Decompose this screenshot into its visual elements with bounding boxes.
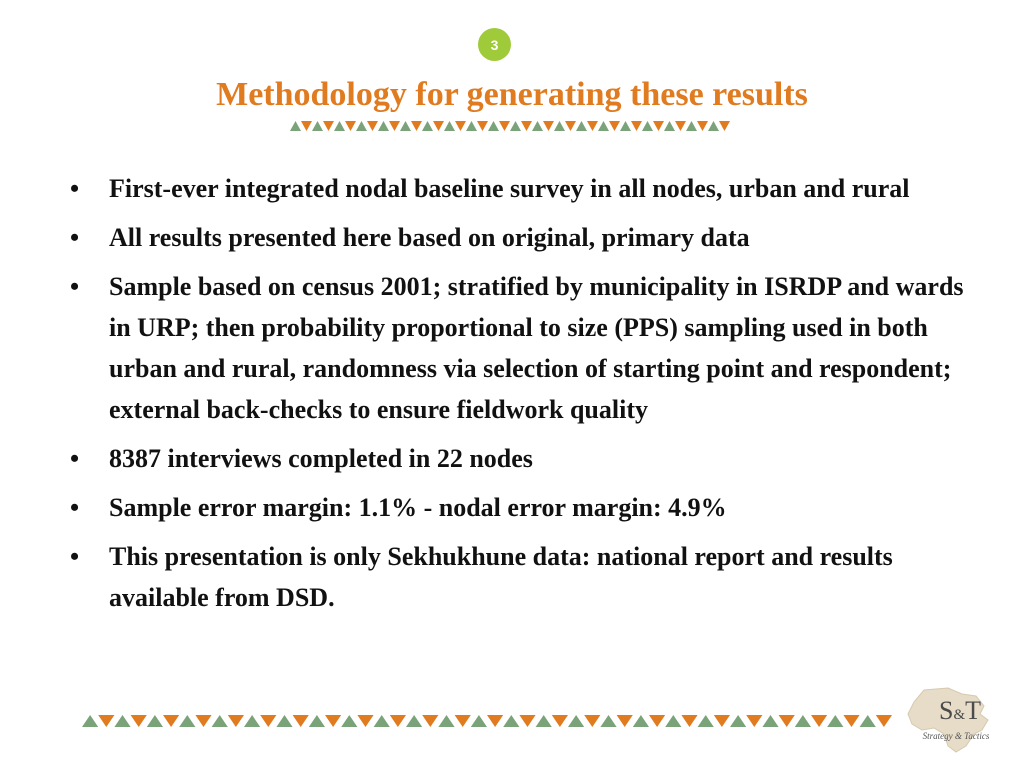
border-triangle — [642, 121, 653, 131]
border-triangle — [212, 715, 228, 727]
border-triangle — [276, 715, 292, 727]
border-triangle — [301, 121, 312, 131]
logo-letter-t: T — [965, 696, 982, 725]
border-triangle — [698, 715, 714, 727]
slide-number: 3 — [490, 36, 499, 53]
border-triangle — [552, 715, 568, 727]
border-triangle — [244, 715, 260, 727]
border-triangle — [390, 715, 406, 727]
border-triangle — [378, 121, 389, 131]
border-triangle — [477, 121, 488, 131]
border-triangle — [609, 121, 620, 131]
border-triangle — [730, 715, 746, 727]
border-triangle — [565, 121, 576, 131]
border-triangle — [228, 715, 244, 727]
border-triangle — [617, 715, 633, 727]
border-triangle — [633, 715, 649, 727]
border-triangle — [312, 121, 323, 131]
bullet-text: Sample based on census 2001; stratified by municipality in ISRDP and wards in URP; then probability proportional to size (PPS) sampling used in both urban and rural, randomness via selection of starting point and respondent; external back-checks to ensure fieldwork quality — [109, 272, 964, 424]
bullet-item — [68, 168, 968, 209]
border-triangle — [779, 715, 795, 727]
logo-wordmark — [920, 698, 1000, 728]
border-triangle — [795, 715, 811, 727]
border-triangle — [389, 121, 400, 131]
border-triangle — [631, 121, 642, 131]
logo-tagline: Strategy & Tactics — [922, 731, 990, 741]
border-triangle — [400, 121, 411, 131]
border-triangle — [290, 121, 301, 131]
border-triangle — [147, 715, 163, 727]
border-triangle — [811, 715, 827, 727]
border-triangle — [719, 121, 730, 131]
border-triangle — [600, 715, 616, 727]
border-triangle — [367, 121, 378, 131]
border-triangle — [746, 715, 762, 727]
border-triangle — [422, 121, 433, 131]
border-triangle — [341, 715, 357, 727]
border-triangle — [374, 715, 390, 727]
border-triangle — [260, 715, 276, 727]
border-triangle — [487, 715, 503, 727]
border-triangle — [587, 121, 598, 131]
border-triangle — [714, 715, 730, 727]
border-triangle — [82, 715, 98, 727]
border-triangle — [708, 121, 719, 131]
bullet-text: Sample error margin: 1.1% - nodal error margin: 4.9% — [109, 493, 727, 522]
border-triangle — [356, 121, 367, 131]
border-triangle — [488, 121, 499, 131]
border-triangle — [686, 121, 697, 131]
border-triangle — [357, 715, 373, 727]
title-triangle-border — [290, 121, 730, 133]
border-triangle — [762, 715, 778, 727]
bullet-marker: • — [70, 542, 80, 571]
border-triangle — [455, 715, 471, 727]
bullet-item — [68, 266, 968, 430]
border-triangle — [422, 715, 438, 727]
border-triangle — [510, 121, 521, 131]
border-triangle — [681, 715, 697, 727]
bullet-text: All results presented here based on original, primary data — [109, 223, 750, 252]
logo-ampersand: & — [953, 707, 966, 723]
border-triangle — [543, 121, 554, 131]
border-triangle — [98, 715, 114, 727]
border-triangle — [860, 715, 876, 727]
border-triangle — [843, 715, 859, 727]
border-triangle — [697, 121, 708, 131]
border-triangle — [554, 121, 565, 131]
border-triangle — [568, 715, 584, 727]
bullet-marker: • — [70, 174, 80, 203]
bullet-text: 8387 interviews completed in 22 nodes — [109, 444, 533, 473]
border-triangle — [293, 715, 309, 727]
border-triangle — [664, 121, 675, 131]
border-triangle — [131, 715, 147, 727]
border-triangle — [827, 715, 843, 727]
border-triangle — [345, 121, 356, 131]
border-triangle — [163, 715, 179, 727]
bullet-item — [68, 438, 968, 479]
border-triangle — [411, 121, 422, 131]
border-triangle — [653, 121, 664, 131]
footer-triangle-border — [82, 715, 902, 729]
border-triangle — [536, 715, 552, 727]
slide-number-badge — [478, 28, 511, 61]
border-triangle — [532, 121, 543, 131]
bullet-marker: • — [70, 272, 80, 301]
bullet-item — [68, 217, 968, 258]
bullet-item — [68, 487, 968, 528]
border-triangle — [471, 715, 487, 727]
border-triangle — [325, 715, 341, 727]
bullet-marker: • — [70, 444, 80, 473]
border-triangle — [598, 121, 609, 131]
border-triangle — [433, 121, 444, 131]
bullet-text: This presentation is only Sekhukhune data: national report and results available from DSD. — [109, 542, 893, 612]
border-triangle — [334, 121, 345, 131]
border-triangle — [179, 715, 195, 727]
bullet-item — [68, 536, 968, 618]
border-triangle — [438, 715, 454, 727]
bullet-marker: • — [70, 223, 80, 252]
logo-letter-s: S — [938, 696, 954, 725]
border-triangle — [323, 121, 334, 131]
bullet-text: First-ever integrated nodal baseline survey in all nodes, urban and rural — [109, 174, 910, 203]
border-triangle — [503, 715, 519, 727]
bullet-list — [68, 168, 968, 626]
border-triangle — [675, 121, 686, 131]
border-triangle — [309, 715, 325, 727]
border-triangle — [466, 121, 477, 131]
border-triangle — [114, 715, 130, 727]
border-triangle — [455, 121, 466, 131]
bullet-marker: • — [70, 493, 80, 522]
border-triangle — [665, 715, 681, 727]
border-triangle — [521, 121, 532, 131]
border-triangle — [444, 121, 455, 131]
border-triangle — [649, 715, 665, 727]
border-triangle — [499, 121, 510, 131]
border-triangle — [195, 715, 211, 727]
border-triangle — [576, 121, 587, 131]
border-triangle — [584, 715, 600, 727]
border-triangle — [406, 715, 422, 727]
slide-title: Methodology for generating these results — [216, 76, 808, 113]
border-triangle — [620, 121, 631, 131]
border-triangle — [519, 715, 535, 727]
